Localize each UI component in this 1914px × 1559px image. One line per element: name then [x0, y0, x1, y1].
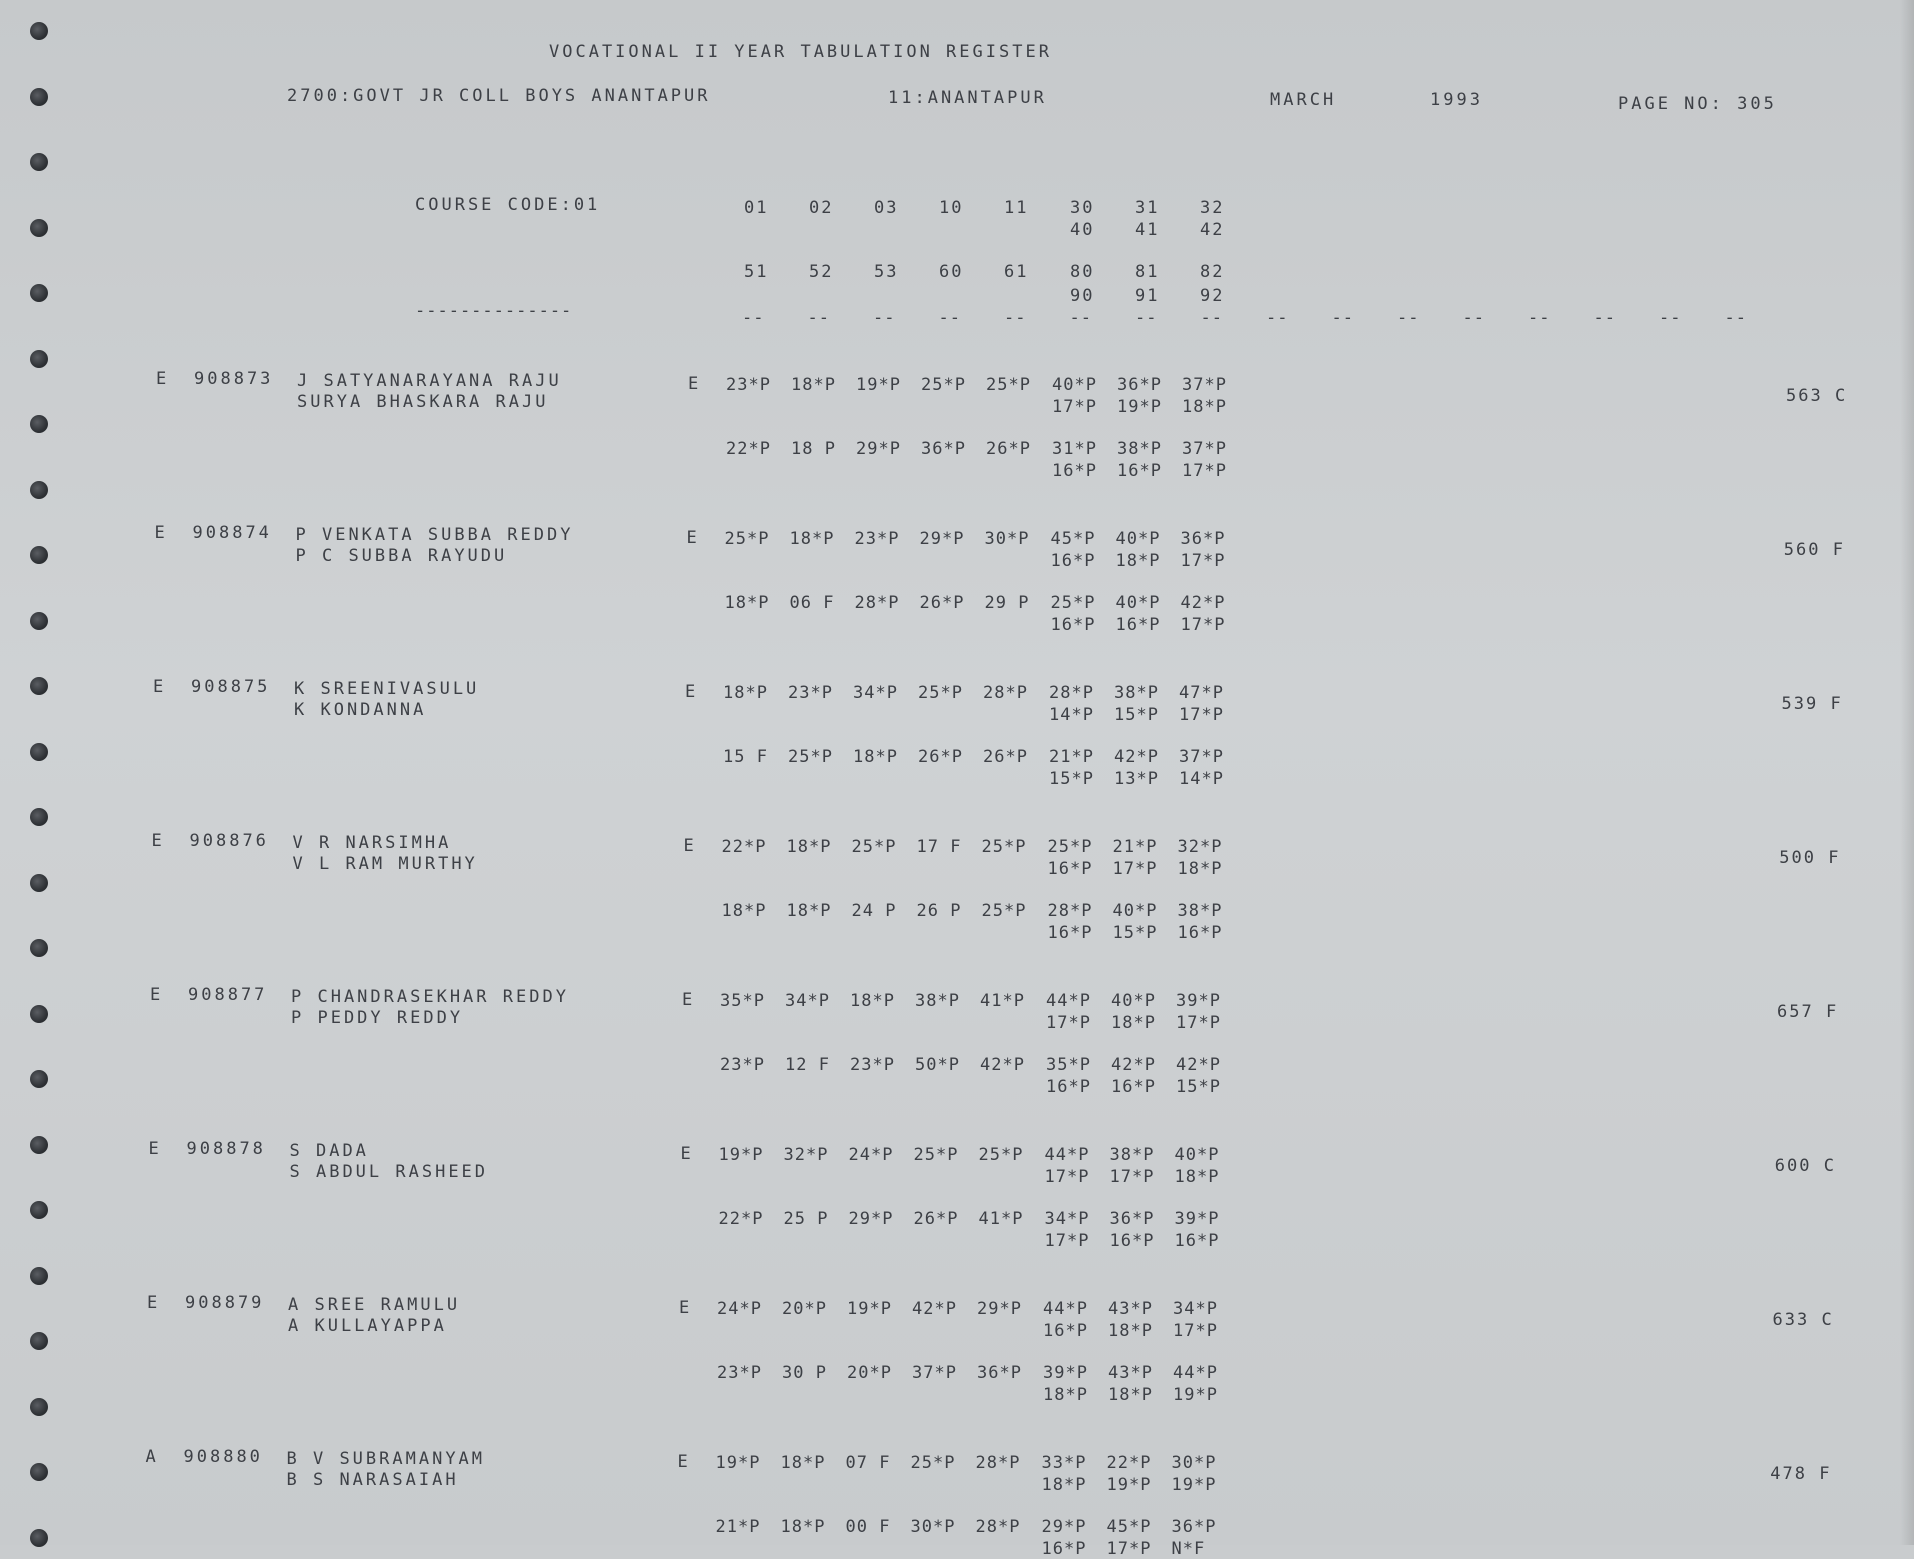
- mark-cell: 18*P: [1108, 1385, 1153, 1405]
- mark-cell: 16*P: [1174, 1231, 1220, 1251]
- student-name: V R NARSIMHA: [292, 833, 452, 853]
- mark-cell: 18*P: [1177, 859, 1223, 879]
- mark-cell: 12 F: [785, 1055, 830, 1075]
- mark-cell: 29*P: [1041, 1517, 1087, 1537]
- mark-cell: 18*P: [1115, 551, 1161, 571]
- paper-edge: [1900, 0, 1914, 1545]
- mark-cell: 40*P: [1112, 901, 1158, 921]
- punch-hole: [30, 1005, 48, 1023]
- father-name: K KONDANNA: [294, 700, 427, 720]
- page-number: PAGE NO: 305: [1618, 94, 1777, 114]
- mark-cell: 36*P: [977, 1363, 1022, 1383]
- punch-hole: [30, 415, 48, 433]
- column-dash: --: [1397, 308, 1420, 328]
- medium: E: [679, 1298, 693, 1318]
- column-dash: --: [1069, 308, 1092, 328]
- father-name: B S NARASAIAH: [286, 1470, 459, 1490]
- mark-cell: 42*P: [980, 1055, 1025, 1075]
- mark-cell: 23*P: [726, 375, 771, 395]
- punch-hole: [30, 546, 48, 564]
- mark-cell: 25*P: [921, 375, 966, 395]
- father-name: A KULLAYAPPA: [288, 1316, 447, 1336]
- mark-cell: 25*P: [981, 837, 1027, 857]
- student-name: B V SUBRAMANYAM: [286, 1449, 486, 1469]
- hall-ticket-number: 908877: [188, 985, 268, 1005]
- column-dash: --: [1659, 308, 1682, 328]
- mark-cell: 26*P: [913, 1209, 959, 1229]
- mark-cell: 25*P: [913, 1145, 959, 1165]
- column-dash: --: [938, 308, 961, 328]
- mark-cell: 24*P: [848, 1145, 894, 1165]
- mark-cell: 19*P: [856, 375, 901, 395]
- subject-code: 51: [744, 262, 769, 282]
- student-name: S DADA: [289, 1141, 369, 1161]
- mark-cell: 15*P: [1112, 923, 1158, 943]
- mark-cell: 16*P: [1115, 615, 1161, 635]
- mark-cell: 22*P: [721, 837, 767, 857]
- mark-cell: 40*P: [1115, 529, 1161, 549]
- register-title: VOCATIONAL II YEAR TABULATION REGISTER: [549, 42, 1052, 62]
- subject-code: 31: [1135, 198, 1160, 218]
- mark-cell: 30 P: [782, 1363, 827, 1383]
- punch-hole: [30, 1332, 48, 1350]
- hall-ticket-number: 908874: [192, 523, 272, 543]
- mark-cell: 16*P: [1117, 461, 1162, 481]
- mark-cell: 34*P: [1044, 1209, 1090, 1229]
- mark-cell: 17*P: [1044, 1167, 1090, 1187]
- mark-cell: 31*P: [1052, 439, 1097, 459]
- punch-hole: [30, 481, 48, 499]
- mark-cell: 17*P: [1180, 615, 1226, 635]
- father-name: P PEDDY REDDY: [291, 1008, 464, 1028]
- mark-cell: 38*P: [915, 991, 960, 1011]
- mark-cell: 34*P: [853, 683, 898, 703]
- mark-cell: 32*P: [783, 1145, 829, 1165]
- subject-code: 01: [744, 198, 769, 218]
- mark-cell: 34*P: [1173, 1299, 1218, 1319]
- column-dash: --: [1528, 308, 1551, 328]
- mark-cell: 25 P: [783, 1209, 829, 1229]
- subject-code: 92: [1200, 286, 1225, 306]
- mark-cell: 35*P: [720, 991, 765, 1011]
- total-result: 560 F: [1783, 540, 1845, 560]
- subject-code: 11: [1004, 198, 1029, 218]
- total-result: 563 C: [1786, 386, 1848, 406]
- mark-cell: 29*P: [856, 439, 901, 459]
- subject-code: 32: [1200, 198, 1225, 218]
- mark-cell: 15*P: [1049, 769, 1094, 789]
- mark-cell: 18*P: [723, 683, 768, 703]
- mark-cell: 25*P: [1047, 837, 1093, 857]
- column-dash: --: [873, 308, 896, 328]
- student-name: P CHANDRASEKHAR REDDY: [291, 987, 569, 1007]
- mark-cell: 40*P: [1052, 375, 1097, 395]
- mark-cell: 39*P: [1176, 991, 1221, 1011]
- subject-code: 03: [874, 198, 899, 218]
- subject-code: 40: [1070, 220, 1095, 240]
- medium: E: [682, 990, 696, 1010]
- column-dash: --: [1724, 308, 1747, 328]
- punch-hole: [30, 808, 48, 826]
- mark-cell: 41*P: [980, 991, 1025, 1011]
- mark-cell: 28*P: [1047, 901, 1093, 921]
- mark-cell: 17*P: [1106, 1539, 1152, 1559]
- mark-cell: 18*P: [1041, 1475, 1087, 1495]
- mark-cell: 16*P: [1111, 1077, 1156, 1097]
- header-rule: --------------: [415, 301, 573, 321]
- mark-cell: 18*P: [1108, 1321, 1153, 1341]
- mark-cell: 34*P: [785, 991, 830, 1011]
- mark-cell: 26*P: [919, 593, 965, 613]
- mark-cell: 18*P: [721, 901, 767, 921]
- mark-cell: 18 P: [791, 439, 836, 459]
- punch-hole: [30, 743, 48, 761]
- mark-cell: 19*P: [1106, 1475, 1152, 1495]
- hall-ticket-number: 908880: [183, 1447, 263, 1467]
- medium: E: [688, 374, 702, 394]
- father-name: S ABDUL RASHEED: [289, 1162, 489, 1182]
- mark-cell: 18*P: [789, 529, 835, 549]
- mark-cell: 18*P: [1182, 397, 1227, 417]
- column-dash: --: [1266, 308, 1289, 328]
- mark-cell: 13*P: [1114, 769, 1159, 789]
- hall-ticket-number: 908875: [191, 677, 271, 697]
- mark-cell: 47*P: [1179, 683, 1224, 703]
- mark-cell: 38*P: [1177, 901, 1223, 921]
- student-name: P VENKATA SUBBA REDDY: [295, 525, 574, 545]
- mark-cell: 21*P: [715, 1517, 761, 1537]
- mark-cell: 40*P: [1115, 593, 1161, 613]
- student-category: E: [147, 1293, 161, 1313]
- mark-cell: 42*P: [912, 1299, 957, 1319]
- mark-cell: 28*P: [854, 593, 900, 613]
- mark-cell: 29 P: [984, 593, 1030, 613]
- college-name: 2700:GOVT JR COLL BOYS ANANTAPUR: [287, 86, 711, 106]
- mark-cell: 40*P: [1111, 991, 1156, 1011]
- mark-cell: 18*P: [786, 837, 832, 857]
- subject-code: 41: [1135, 220, 1160, 240]
- mark-cell: 18*P: [1043, 1385, 1088, 1405]
- mark-cell: 23*P: [854, 529, 900, 549]
- punch-hole: [30, 1136, 48, 1154]
- student-category: E: [154, 523, 168, 543]
- mark-cell: 17*P: [1173, 1321, 1218, 1341]
- mark-cell: 20*P: [782, 1299, 827, 1319]
- mark-cell: 06 F: [789, 593, 835, 613]
- total-result: 633 C: [1772, 1310, 1834, 1330]
- punch-hole: [30, 1398, 48, 1416]
- punch-hole: [30, 22, 48, 40]
- mark-cell: 17*P: [1052, 397, 1097, 417]
- mark-cell: 36*P: [921, 439, 966, 459]
- mark-cell: 42*P: [1114, 747, 1159, 767]
- mark-cell: 42*P: [1176, 1055, 1221, 1075]
- mark-cell: 36*P: [1109, 1209, 1155, 1229]
- mark-cell: 17*P: [1180, 551, 1226, 571]
- punch-hole: [30, 612, 48, 630]
- mark-cell: 33*P: [1041, 1453, 1087, 1473]
- column-dash: --: [1331, 308, 1354, 328]
- mark-cell: 17 F: [916, 837, 962, 857]
- punch-hole: [30, 284, 48, 302]
- father-name: V L RAM MURTHY: [292, 854, 478, 874]
- mark-cell: 16*P: [1050, 551, 1096, 571]
- mark-cell: 19*P: [1173, 1385, 1218, 1405]
- subject-code: 52: [809, 262, 834, 282]
- column-dash: --: [807, 308, 830, 328]
- subject-code: 81: [1135, 262, 1160, 282]
- mark-cell: 38*P: [1114, 683, 1159, 703]
- mark-cell: 16*P: [1047, 859, 1093, 879]
- punch-hole: [30, 1267, 48, 1285]
- mark-cell: 17*P: [1044, 1231, 1090, 1251]
- mark-cell: 20*P: [847, 1363, 892, 1383]
- mark-cell: 41*P: [978, 1209, 1024, 1229]
- hall-ticket-number: 908879: [185, 1293, 265, 1313]
- mark-cell: 18*P: [724, 593, 770, 613]
- medium: E: [685, 682, 699, 702]
- mark-cell: 16*P: [1050, 615, 1096, 635]
- subject-code: 60: [939, 262, 964, 282]
- mark-cell: 40*P: [1174, 1145, 1220, 1165]
- mark-cell: 19*P: [1171, 1475, 1217, 1495]
- mark-cell: 17*P: [1112, 859, 1158, 879]
- mark-cell: 39*P: [1043, 1363, 1088, 1383]
- medium: E: [686, 528, 700, 548]
- mark-cell: 23*P: [788, 683, 833, 703]
- mark-cell: 43*P: [1108, 1363, 1153, 1383]
- subject-code: 30: [1070, 198, 1095, 218]
- mark-cell: 17*P: [1176, 1013, 1221, 1033]
- mark-cell: 17*P: [1109, 1167, 1155, 1187]
- total-result: 478 F: [1770, 1464, 1832, 1484]
- column-dash: --: [1593, 308, 1616, 328]
- student-category: A: [145, 1447, 159, 1467]
- mark-cell: 19*P: [715, 1453, 761, 1473]
- mark-cell: 18*P: [853, 747, 898, 767]
- medium: E: [683, 836, 697, 856]
- mark-cell: 37*P: [1182, 439, 1227, 459]
- mark-cell: 35*P: [1046, 1055, 1091, 1075]
- punch-holes: [20, 0, 60, 1545]
- mark-cell: 24*P: [717, 1299, 762, 1319]
- mark-cell: 14*P: [1179, 769, 1224, 789]
- mark-cell: 16*P: [1109, 1231, 1155, 1251]
- mark-cell: 18*P: [780, 1517, 826, 1537]
- mark-cell: 16*P: [1041, 1539, 1087, 1559]
- punch-hole: [30, 153, 48, 171]
- mark-cell: 28*P: [983, 683, 1028, 703]
- subject-code: 91: [1135, 286, 1160, 306]
- mark-cell: 16*P: [1046, 1077, 1091, 1097]
- mark-cell: 18*P: [786, 901, 832, 921]
- total-result: 600 C: [1774, 1156, 1836, 1176]
- mark-cell: 29*P: [919, 529, 965, 549]
- mark-cell: 21*P: [1049, 747, 1094, 767]
- mark-cell: 16*P: [1177, 923, 1223, 943]
- mark-cell: 38*P: [1117, 439, 1162, 459]
- subject-code: 02: [809, 198, 834, 218]
- mark-cell: 37*P: [1182, 375, 1227, 395]
- mark-cell: 15 F: [723, 747, 768, 767]
- mark-cell: 15*P: [1114, 705, 1159, 725]
- mark-cell: 23*P: [720, 1055, 765, 1075]
- mark-cell: 25*P: [918, 683, 963, 703]
- mark-cell: 44*P: [1044, 1145, 1090, 1165]
- mark-cell: 19*P: [1117, 397, 1162, 417]
- mark-cell: 36*P: [1117, 375, 1162, 395]
- hall-ticket-number: 908873: [194, 369, 274, 389]
- mark-cell: 18*P: [1111, 1013, 1156, 1033]
- father-name: P C SUBBA RAYUDU: [295, 546, 508, 566]
- district-name: 11:ANANTAPUR: [888, 88, 1047, 108]
- medium: E: [680, 1144, 694, 1164]
- mark-cell: 44*P: [1046, 991, 1091, 1011]
- mark-cell: 18*P: [850, 991, 895, 1011]
- mark-cell: 29*P: [848, 1209, 894, 1229]
- mark-cell: 18*P: [780, 1453, 826, 1473]
- mark-cell: 00 F: [845, 1517, 891, 1537]
- mark-cell: 14*P: [1049, 705, 1094, 725]
- father-name: SURYA BHASKARA RAJU: [297, 392, 549, 412]
- mark-cell: 44*P: [1043, 1299, 1088, 1319]
- total-result: 500 F: [1779, 848, 1841, 868]
- mark-cell: 37*P: [912, 1363, 957, 1383]
- mark-cell: 17*P: [1179, 705, 1224, 725]
- column-dash: --: [1135, 308, 1158, 328]
- exam-month: MARCH: [1270, 90, 1337, 110]
- mark-cell: 42*P: [1111, 1055, 1156, 1075]
- student-name: K SREENIVASULU: [294, 679, 480, 699]
- column-dash: --: [1200, 308, 1223, 328]
- student-name: J SATYANARAYANA RAJU: [297, 371, 562, 391]
- mark-cell: 42*P: [1180, 593, 1226, 613]
- mark-cell: 45*P: [1106, 1517, 1152, 1537]
- column-dash: --: [742, 308, 765, 328]
- column-dash: --: [1462, 308, 1485, 328]
- column-dash: --: [1004, 308, 1027, 328]
- mark-cell: 28*P: [1049, 683, 1094, 703]
- mark-cell: 16*P: [1052, 461, 1097, 481]
- mark-cell: 44*P: [1173, 1363, 1218, 1383]
- mark-cell: 30*P: [984, 529, 1030, 549]
- punch-hole: [30, 1463, 48, 1481]
- mark-cell: 25*P: [788, 747, 833, 767]
- mark-cell: 24 P: [851, 901, 897, 921]
- mark-cell: 43*P: [1108, 1299, 1153, 1319]
- hall-ticket-number: 908876: [189, 831, 269, 851]
- mark-cell: 25*P: [1050, 593, 1096, 613]
- mark-cell: 26 P: [916, 901, 962, 921]
- punch-hole: [30, 219, 48, 237]
- mark-cell: 16*P: [1047, 923, 1093, 943]
- mark-cell: 30*P: [910, 1517, 956, 1537]
- mark-cell: 17*P: [1182, 461, 1227, 481]
- mark-cell: 28*P: [975, 1453, 1021, 1473]
- hall-ticket-number: 908878: [186, 1139, 266, 1159]
- mark-cell: 22*P: [726, 439, 771, 459]
- mark-cell: 26*P: [983, 747, 1028, 767]
- medium: E: [677, 1452, 691, 1472]
- total-result: 657 F: [1777, 1002, 1839, 1022]
- subject-code: 61: [1004, 262, 1029, 282]
- subject-code: 80: [1070, 262, 1095, 282]
- punch-hole: [30, 874, 48, 892]
- punch-hole: [30, 88, 48, 106]
- mark-cell: 19*P: [847, 1299, 892, 1319]
- course-code: COURSE CODE:01: [415, 195, 601, 215]
- subject-code: 10: [939, 198, 964, 218]
- mark-cell: 07 F: [845, 1453, 891, 1473]
- mark-cell: 25*P: [986, 375, 1031, 395]
- mark-cell: 18*P: [1174, 1167, 1220, 1187]
- mark-cell: 37*P: [1179, 747, 1224, 767]
- punch-hole: [30, 1201, 48, 1219]
- mark-cell: 36*P: [1171, 1517, 1217, 1537]
- mark-cell: 26*P: [918, 747, 963, 767]
- student-category: E: [150, 985, 164, 1005]
- mark-cell: 50*P: [915, 1055, 960, 1075]
- mark-cell: 25*P: [851, 837, 897, 857]
- mark-cell: 25*P: [978, 1145, 1024, 1165]
- mark-cell: 21*P: [1112, 837, 1158, 857]
- student-category: E: [156, 369, 170, 389]
- mark-cell: N*F: [1171, 1539, 1206, 1559]
- mark-cell: 26*P: [986, 439, 1031, 459]
- mark-cell: 16*P: [1043, 1321, 1088, 1341]
- mark-cell: 45*P: [1050, 529, 1096, 549]
- mark-cell: 17*P: [1046, 1013, 1091, 1033]
- mark-cell: 38*P: [1109, 1145, 1155, 1165]
- student-category: E: [151, 831, 165, 851]
- punch-hole: [30, 1070, 48, 1088]
- mark-cell: 19*P: [718, 1145, 764, 1165]
- mark-cell: 39*P: [1174, 1209, 1220, 1229]
- mark-cell: 15*P: [1176, 1077, 1221, 1097]
- student-name: A SREE RAMULU: [288, 1295, 461, 1315]
- mark-cell: 22*P: [718, 1209, 764, 1229]
- mark-cell: 23*P: [717, 1363, 762, 1383]
- punch-hole: [30, 350, 48, 368]
- subject-code: 53: [874, 262, 899, 282]
- mark-cell: 28*P: [975, 1517, 1021, 1537]
- exam-year: 1993: [1430, 90, 1483, 110]
- mark-cell: 29*P: [977, 1299, 1022, 1319]
- punch-hole: [30, 939, 48, 957]
- punch-hole: [30, 1529, 48, 1547]
- mark-cell: 36*P: [1180, 529, 1226, 549]
- punch-hole: [30, 677, 48, 695]
- mark-cell: 23*P: [850, 1055, 895, 1075]
- total-result: 539 F: [1781, 694, 1843, 714]
- mark-cell: 25*P: [981, 901, 1027, 921]
- mark-cell: 18*P: [791, 375, 836, 395]
- student-category: E: [148, 1139, 162, 1159]
- mark-cell: 32*P: [1177, 837, 1223, 857]
- mark-cell: 22*P: [1106, 1453, 1152, 1473]
- subject-code: 82: [1200, 262, 1225, 282]
- subject-code: 90: [1070, 286, 1095, 306]
- subject-code: 42: [1200, 220, 1225, 240]
- mark-cell: 30*P: [1171, 1453, 1217, 1473]
- student-category: E: [153, 677, 167, 697]
- mark-cell: 25*P: [910, 1453, 956, 1473]
- mark-cell: 25*P: [724, 529, 770, 549]
